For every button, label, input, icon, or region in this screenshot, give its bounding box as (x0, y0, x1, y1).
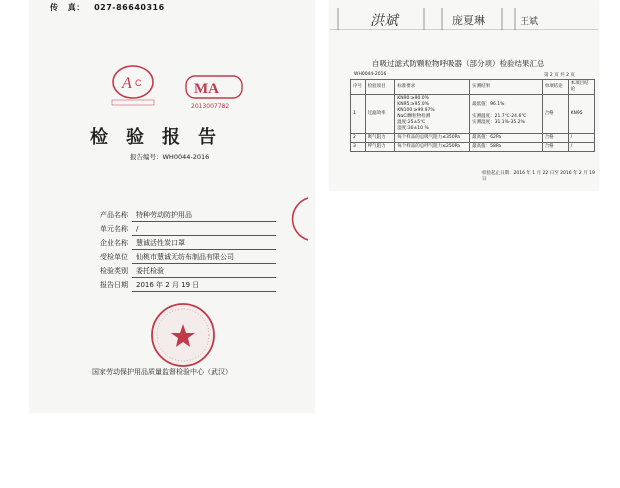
side-seal-icon (284, 196, 310, 242)
field-key: 单元名称 (100, 224, 128, 233)
header-result: 实测结果 (470, 80, 543, 95)
signature-2 (452, 12, 485, 28)
info-row (88, 278, 276, 292)
svg-text:A: A (122, 75, 132, 92)
header-requirement: 标准要求 (395, 80, 470, 95)
field-key: 受检单位 (100, 252, 128, 261)
header-project-conclusion: 本项目结论 (568, 80, 594, 95)
report-number (130, 152, 209, 161)
fax-label: 传 (50, 3, 59, 12)
fax-label-suffix: 真： (67, 3, 85, 12)
table-row (351, 95, 595, 134)
row-result: 最高值：62Pa (470, 134, 543, 143)
info-row (88, 236, 276, 250)
field-value: 慧诚活性炭口罩 (132, 236, 276, 250)
info-row (88, 264, 276, 278)
results-title: 自吸过滤式防颗粒物呼吸器（部分项）检验结果汇总 (372, 59, 545, 68)
field-key: 企业名称 (100, 238, 128, 247)
row-conclusion: 合格 (542, 143, 568, 152)
row-project-conclusion: / (568, 143, 594, 152)
field-key: 报告日期 (100, 280, 128, 289)
svg-text:MA: MA (194, 81, 219, 97)
row-no: 1 (351, 95, 366, 134)
header-no: 序号 (351, 80, 366, 95)
report-cover-page (30, 0, 314, 412)
row-project-conclusion: KN95 (568, 95, 594, 134)
field-key: 产品名称 (100, 210, 128, 219)
row-conclusion: 合格 (542, 95, 568, 134)
cal-logo-icon (102, 62, 164, 112)
row-conclusion: 合格 (542, 134, 568, 143)
svg-text:C: C (135, 78, 142, 88)
signature-3-text: 王斌 (520, 17, 539, 27)
header-item: 检验项目 (365, 80, 395, 95)
row-requirement: 每个样品的总吸气阻力≤350Pa (395, 134, 470, 143)
test-period: 检验起止日期：2016 年 1 月 22 日至 2016 年 2 月 19 日 (482, 171, 595, 182)
field-key: 检验类别 (100, 266, 128, 275)
row-no: 3 (351, 143, 366, 152)
table-row (351, 143, 595, 152)
row-requirement: 每个样品的总呼气阻力≤250Pa (395, 143, 470, 152)
report-info-table (88, 208, 276, 292)
results-page-info: 第 2 页 共 2 页 (544, 73, 575, 78)
row-requirement: KN90:≥90.0% KN95:≥95.0% KN100:≥99.97% NaCl颗粒物检测 温度:25±5℃ 湿度:30±10 % (395, 95, 470, 134)
results-summary-page (330, 0, 598, 190)
signature-row (330, 8, 598, 30)
signature-1-text: 洪斌 (370, 13, 398, 29)
official-seal-icon (148, 300, 218, 370)
row-item: 呼气阻力 (365, 143, 395, 152)
info-row (88, 222, 276, 236)
row-result: 最低值：96.1% 实测温度：21.7℃-24.6℃ 实测湿度：31.1%-35.2% (470, 95, 543, 134)
row-result: 最高值：58Pa (470, 143, 543, 152)
field-value: 仙桃市慧诚无纺布制品有限公司 (132, 250, 276, 264)
report-title: 检验报告 (90, 127, 234, 148)
info-row (88, 208, 276, 222)
row-project-conclusion: / (568, 134, 594, 143)
cma-number: 2013007782 (191, 103, 230, 110)
row-item: 吸气阻力 (365, 134, 395, 143)
report-number-value: WH0044-2016 (162, 153, 210, 161)
results-report-no: WH0044-2016 (354, 72, 387, 77)
row-no: 2 (351, 134, 366, 143)
header-conclusion: 单项结论 (542, 80, 568, 95)
fax-number: 027-86640316 (94, 3, 165, 12)
field-value: 2016 年 2 月 19 日 (132, 278, 276, 292)
field-value: / (132, 222, 276, 236)
signature-1 (370, 10, 398, 30)
field-value: 委托检验 (132, 264, 276, 278)
report-number-label: 报告编号： (130, 153, 163, 161)
info-row (88, 250, 276, 264)
row-item: 过滤效率 (365, 95, 395, 134)
signature-3 (520, 14, 538, 27)
results-table (350, 79, 595, 152)
results-header-row (351, 80, 595, 95)
issuer-name: 国家劳动保护用品质量监督检验中心（武汉） (92, 368, 232, 376)
field-value: 特种劳动防护用品 (132, 208, 276, 222)
fax-line (50, 2, 171, 13)
table-row (351, 134, 595, 143)
signature-2-text: 庞夏琳 (452, 14, 485, 27)
